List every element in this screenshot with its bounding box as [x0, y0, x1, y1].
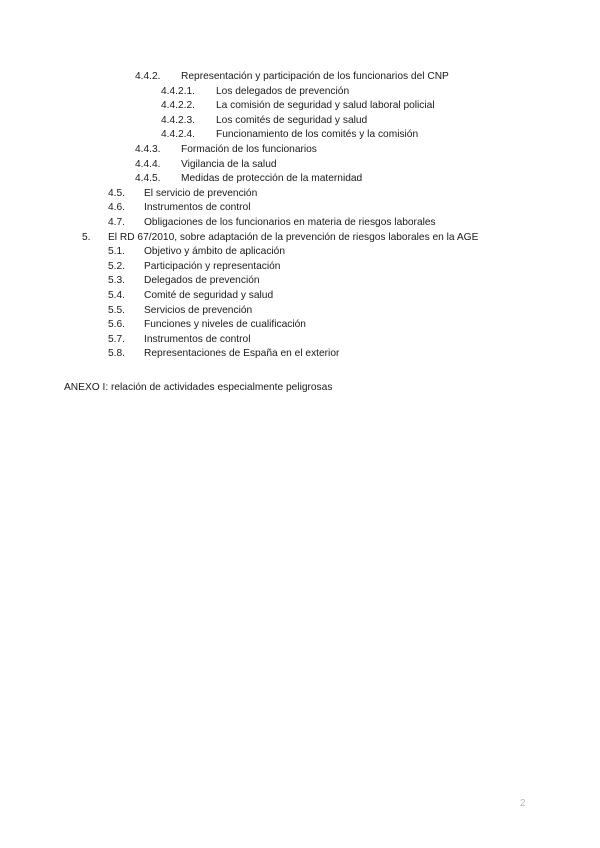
toc-entry-number: 5.2.	[108, 260, 125, 272]
toc-entry-number: 5.8.	[108, 348, 125, 360]
toc-entry-number: 4.6.	[108, 202, 125, 214]
toc-entry-number: 4.5.	[108, 187, 125, 199]
toc-entry-number: 4.4.5.	[135, 173, 161, 185]
toc-entry-number: 4.4.2.1.	[161, 85, 195, 97]
toc-entry	[0, 143, 600, 158]
toc-entry-title: Vigilancia de la salud	[181, 158, 277, 170]
toc-entry-number: 5.4.	[108, 289, 125, 301]
toc-entry	[0, 70, 600, 85]
toc-entry	[0, 245, 600, 260]
toc-entry-number: 5.1.	[108, 246, 125, 258]
toc-entry-number: 4.4.2.	[135, 71, 161, 82]
toc-entry-number: 5.7.	[108, 333, 125, 345]
toc-entry	[0, 231, 600, 246]
toc-entry-number: 4.4.4.	[135, 158, 161, 170]
toc-entry	[0, 158, 600, 173]
toc-entry-title: Los delegados de prevención	[216, 85, 350, 97]
toc-entry-number: 4.4.2.4.	[161, 129, 195, 141]
toc-entry	[0, 114, 600, 129]
toc-entry-number: 5.5.	[108, 304, 125, 316]
toc-entry-title: Representación y participación de los funcionarios del CNP	[181, 71, 449, 82]
toc-entry	[0, 347, 600, 362]
toc-entry	[0, 318, 600, 333]
toc-entry-title: Instrumentos de control	[144, 202, 251, 214]
toc-entry-title: El RD 67/2010, sobre adaptación de la prevención de riesgos laborales en la AGE	[108, 231, 479, 243]
toc-entry-number: 4.7.	[108, 216, 125, 228]
toc-entry-number: 5.3.	[108, 275, 125, 287]
toc-entry-title: La comisión de seguridad y salud laboral policial	[216, 100, 435, 112]
toc-entry	[0, 99, 600, 114]
toc-entry-title: Medidas de protección de la maternidad	[181, 173, 363, 185]
annex-entry: ANEXO I: relación de actividades especialmente peligrosas	[64, 382, 333, 393]
toc-entry-number: 5.	[82, 231, 91, 243]
toc-entry-title: Servicios de prevención	[144, 304, 253, 316]
toc-entry	[0, 333, 600, 348]
toc-entry	[0, 260, 600, 275]
toc-entry-title: Participación y representación	[144, 260, 281, 272]
toc-entry-title: Funciones y niveles de cualificación	[144, 319, 306, 331]
toc-entry	[0, 128, 600, 143]
toc-entry	[0, 304, 600, 319]
toc-entry-title: Los comités de seguridad y salud	[216, 114, 368, 126]
toc-entry-title: Funcionamiento de los comités y la comisión	[216, 129, 419, 141]
toc-entry-title: Objetivo y ámbito de aplicación	[144, 246, 286, 258]
toc-entry	[0, 172, 600, 187]
toc-entry	[0, 85, 600, 100]
toc-entry-title: Representaciones de España en el exterior	[144, 348, 340, 360]
toc-entry	[0, 289, 600, 304]
page-number: 2	[520, 798, 526, 809]
toc-entry	[0, 187, 600, 202]
toc-entry-title: Delegados de prevención	[144, 275, 260, 287]
toc-entry-number: 4.4.3.	[135, 143, 161, 155]
toc-entry-title: Obligaciones de los funcionarios en materia de riesgos laborales	[144, 216, 436, 228]
toc-entry-title: Comité de seguridad y salud	[144, 289, 274, 301]
table-of-contents	[0, 70, 600, 362]
toc-entry-number: 4.4.2.2.	[161, 100, 195, 112]
toc-entry	[0, 216, 600, 231]
toc-entry-number: 4.4.2.3.	[161, 114, 195, 126]
toc-entry-title: Formación de los funcionarios	[181, 143, 317, 155]
toc-entry	[0, 274, 600, 289]
toc-entry-number: 5.6.	[108, 319, 125, 331]
toc-entry-title: Instrumentos de control	[144, 333, 251, 345]
toc-entry	[0, 201, 600, 216]
toc-entry-title: El servicio de prevención	[144, 187, 258, 199]
